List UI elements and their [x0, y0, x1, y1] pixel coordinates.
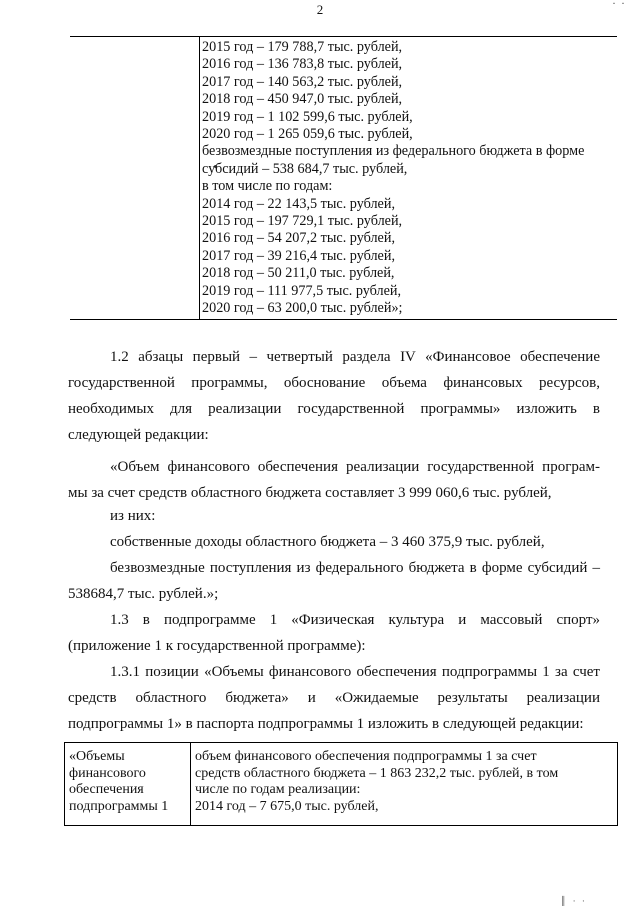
table-line: числе по годам реализации:: [195, 782, 361, 797]
table-line: средств областного бюджета – 1 863 232,2 тыс. рублей, в том: [195, 765, 559, 781]
paragraph-line: (приложение 1 к государственной программе):: [68, 638, 366, 654]
table-divider: [199, 37, 200, 319]
page-number: 2: [316, 2, 324, 17]
paragraph-line: 1.2 абзацы первый – четвертый раздела IV «Финансовое обеспечение: [110, 349, 600, 365]
paragraph-line: подпрограммы 1» в паспорта подпрограммы 1 изложить в следующей редакции:: [68, 716, 584, 732]
table-line: 2017 год – 39 216,4 тыс. рублей,: [202, 247, 395, 264]
paragraph-1-3-1: [68, 659, 600, 737]
table-line: 2016 год – 54 207,2 тыс. рублей,: [202, 230, 395, 247]
table-line: 2019 год – 111 977,5 тыс. рублей,: [202, 282, 402, 299]
table-line: 2018 год – 50 211,0 тыс. рублей,: [202, 265, 395, 282]
table-line: в том числе по годам:: [202, 178, 333, 195]
funding-table-continuation: [70, 36, 617, 320]
paragraph-line: мы за счет средств областного бюджета составляет 3 999 060,6 тыс. рублей,: [68, 485, 552, 501]
paragraph-line: 538684,7 тыс. рублей.»;: [68, 586, 219, 602]
corner-mark: · ·: [612, 0, 626, 10]
table-line: «Объемы: [69, 749, 125, 764]
paragraph-line: 1.3 в подпрограмме 1 «Физическая культура и массовый спорт»: [110, 612, 600, 628]
position-value-cell: [195, 749, 613, 815]
table-line: безвозмездные поступления из федерального бюджета в форме: [202, 143, 585, 160]
table-line: подпрограммы 1: [69, 798, 169, 814]
paragraph-line: собственные доходы областного бюджета – 3 460 375,9 тыс. рублей,: [110, 534, 545, 550]
paragraph-line: следующей редакции:: [68, 427, 209, 443]
paragraph-line: безвозмездные поступления из федерального бюджета в форме субсидий –: [110, 560, 600, 576]
paragraph-line: государственной программы, обоснование объема финансовых ресурсов,: [68, 375, 600, 391]
table-line: 2017 год – 140 563,2 тыс. рублей,: [202, 73, 403, 90]
table-line: 2020 год – 63 200,0 тыс. рублей»;: [202, 300, 403, 317]
table-line: 2016 год – 136 783,8 тыс. рублей,: [202, 56, 403, 73]
federal-subsidies-paragraph: [68, 555, 600, 607]
paragraph-line: «Объем финансового обеспечения реализации государственной програм-: [110, 459, 600, 475]
paragraph-line: из них:: [110, 508, 156, 524]
of-which-line: [68, 503, 600, 529]
funding-by-year-cell: [202, 39, 612, 318]
quoted-funding-paragraph: [68, 454, 600, 506]
paragraph-1-3: [68, 607, 600, 659]
table-line: субсидий – 538 684,7 тыс. рублей,: [202, 160, 408, 177]
position-label-cell: [69, 749, 187, 815]
table-line: 2015 год – 179 788,7 тыс. рублей,: [202, 39, 403, 55]
table-line: обеспечения: [69, 782, 144, 797]
paragraph-line: необходимых для реализации государственной программы» изложить в: [68, 401, 600, 417]
table-line: 2020 год – 1 265 059,6 тыс. рублей,: [202, 126, 413, 143]
footer-mark: ║ · ·: [560, 896, 587, 906]
table-line: 2014 год – 22 143,5 тыс. рублей,: [202, 195, 395, 212]
table-line: 2015 год – 197 729,1 тыс. рублей,: [202, 213, 403, 230]
table-line: финансового: [69, 765, 146, 781]
subprogram-passport-table: [64, 742, 618, 826]
table-line: объем финансового обеспечения подпрограммы 1 за счет: [195, 749, 537, 764]
paragraph-line: средств областного бюджета» и «Ожидаемые результаты реализации: [68, 690, 600, 706]
paragraph-line: 1.3.1 позиции «Объемы финансового обеспечения подпрограммы 1 за счет: [110, 664, 600, 680]
table-line: 2019 год – 1 102 599,6 тыс. рублей,: [202, 108, 413, 125]
paragraph-1-2: [68, 344, 600, 448]
own-revenues-line: [68, 529, 600, 555]
table-line: 2018 год – 450 947,0 тыс. рублей,: [202, 91, 403, 108]
table-divider: [190, 743, 191, 825]
table-line: 2014 год – 7 675,0 тыс. рублей,: [195, 798, 379, 814]
